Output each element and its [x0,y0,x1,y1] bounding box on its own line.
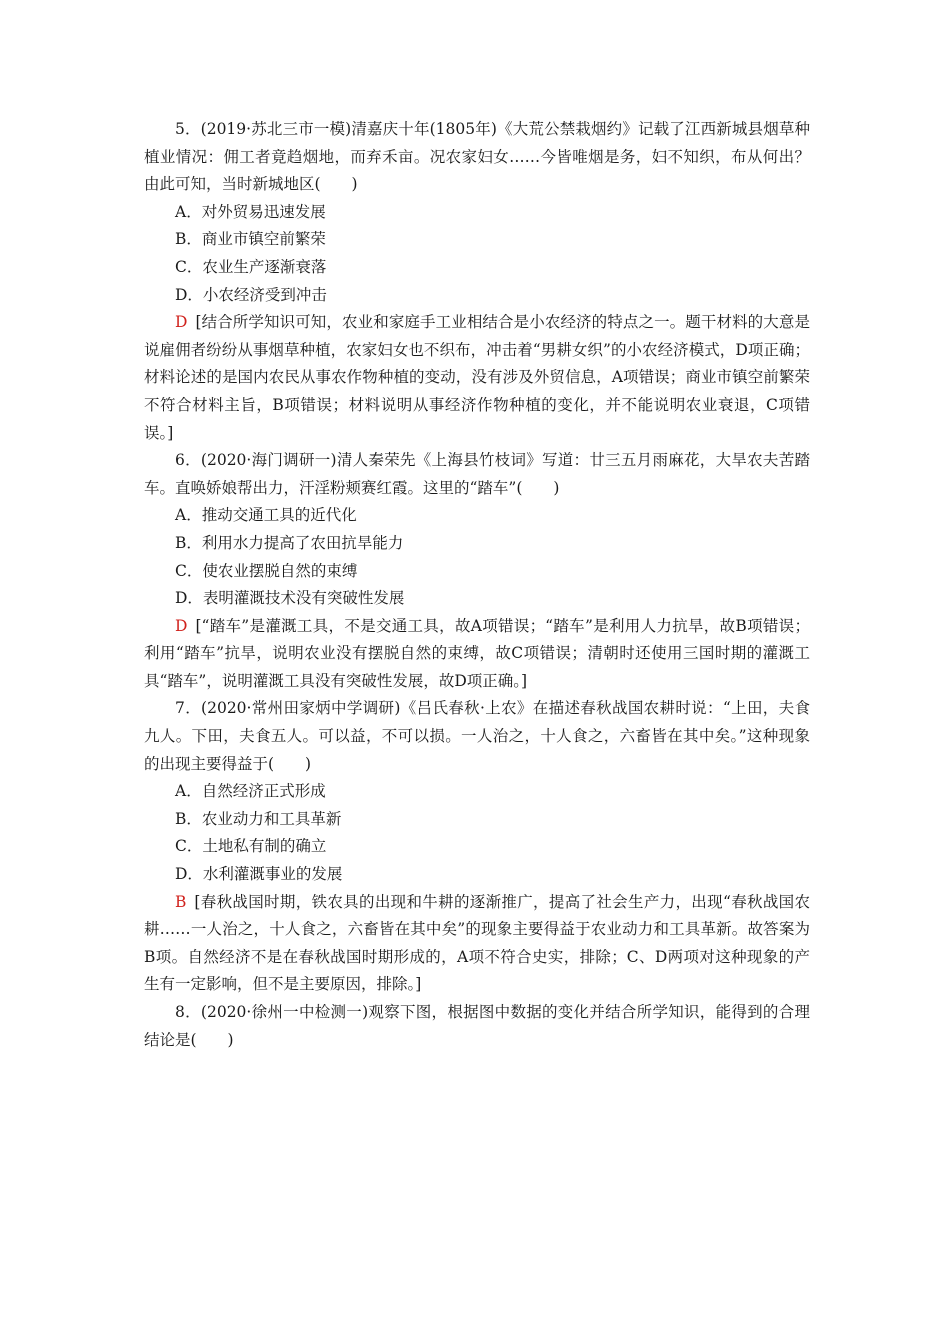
question-7 [144,695,810,999]
answer-letter: D [175,313,188,332]
question-stem: 5．(2019·苏北三市一模)清嘉庆十年(1805年)《大荒公禁栽烟约》记载了江西新城县烟草种植业情况：佣工者竟趋烟地，而弃禾亩。况农家妇女……今皆唯烟是务，妇不知织，布从何出？由此可知，当时新城地区( ) [144,120,810,194]
answer-explanation [144,613,810,696]
question-stem: 7．(2020·常州田家炳中学调研)《吕氏春秋·上农》在描述春秋战国农耕时说：“上田，夫食九人。下田，夫食五人。可以益，不可以损。一人治之，十人食之，六畜皆在其中矣。”这种现象的出现主要得益于( ) [144,699,810,773]
question-6 [144,447,810,695]
explanation-text: [“踏车”是灌溉工具，不是交通工具，故A项错误；“踏车”是利用人力抗旱，故B项错误；利用“踏车”抗旱，说明农业没有摆脱自然的束缚，故C项错误；清朝时还使用三国时期的灌溉工具“踏车”，说明灌溉工具没有突破性发展，故D项正确。] [144,616,810,690]
question-8 [144,999,810,1054]
option-d: D．表明灌溉技术没有突破性发展 [175,589,405,608]
option-a: A．自然经济正式形成 [175,782,326,801]
question-content [144,116,810,1054]
option-b: B．农业动力和工具革新 [175,809,342,828]
option-c: C．使农业摆脱自然的束缚 [175,561,358,580]
option-d: D．小农经济受到冲击 [175,285,327,304]
question-stem: 8．(2020·徐州一中检测一)观察下图，根据图中数据的变化并结合所学知识，能得到的合理结论是( ) [144,1003,810,1049]
answer-explanation [144,889,810,999]
option-b: B．商业市镇空前繁荣 [175,230,326,249]
answer-letter: D [175,616,188,635]
answer-explanation [144,309,810,447]
answer-letter: B [175,892,187,911]
question-stem: 6．(2020·海门调研一)清人秦荣先《上海县竹枝词》写道：廿三五月雨麻花，大旱农夫苦踏车。直唤娇娘帮出力，汗淫粉颊赛红霞。这里的“踏车”( ) [144,451,810,497]
option-d: D．水利灌溉事业的发展 [175,865,343,884]
option-c: C．农业生产逐渐衰落 [175,257,327,276]
explanation-text: [结合所学知识可知，农业和家庭手工业相结合是小农经济的特点之一。题干材料的大意是说雇佣者纷纷从事烟草种植，农家妇女也不织布，冲击着“男耕女织”的小农经济模式，D项正确；材料论述的是国内农民从事农作物种植的变动，没有涉及外贸信息，A项错误；商业市镇空前繁荣不符合材料主旨，B项错误；材料说明从事经济作物种植的变化，并不能说明农业衰退，C项错误。] [144,313,810,442]
question-5 [144,116,810,447]
option-b: B．利用水力提高了农田抗旱能力 [175,533,404,552]
option-c: C．土地私有制的确立 [175,837,327,856]
option-a: A．推动交通工具的近代化 [175,506,357,525]
option-a: A．对外贸易迅速发展 [175,202,326,221]
explanation-text: [春秋战国时期，铁农具的出现和牛耕的逐渐推广，提高了社会生产力，出现“春秋战国农耕……一人治之，十人食之，六畜皆在其中矣”的现象主要得益于农业动力和工具革新。故答案为B项。自然经济不是在春秋战国时期形成的，A项不符合史实，排除；C、D两项对这种现象的产生有一定影响，但不是主要原因，排除。] [144,892,810,994]
